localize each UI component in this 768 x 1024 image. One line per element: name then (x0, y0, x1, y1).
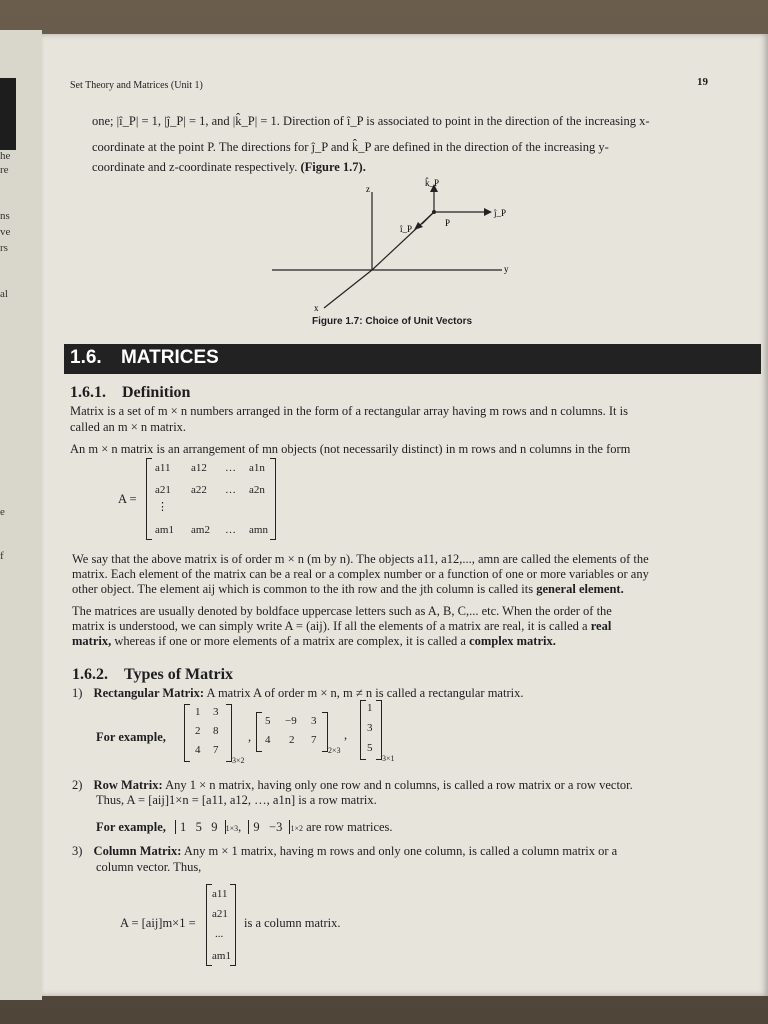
point-p (432, 210, 436, 214)
book-page (42, 34, 768, 996)
row-definition: Thus, A = [aij]1×n = [a11, a12, …, a1n] is a row matrix. (96, 793, 377, 807)
def-para3-line3: other object. The element aij which is common to the ith row and the jth column is called its general element. (72, 582, 624, 596)
def-para3-line1: We say that the above matrix is of order m × n (m by n). The objects a11, a12,..., amn are called the elements of the (72, 552, 649, 566)
black-tab (0, 78, 16, 150)
column-line2: column vector. Thus, (96, 860, 202, 874)
left-fragment: re (0, 164, 9, 176)
complex-matrix-term: complex matrix. (469, 634, 556, 648)
def-para1-line1: Matrix is a set of m × n numbers arranged in the form of a rectangular array having m rows and n columns. It is (70, 404, 628, 418)
j-arrowhead (484, 208, 492, 216)
type-row: 2) Row Matrix: Any 1 × n matrix, having only one row and n columns, is called a row matrix or a row vector. (72, 778, 633, 792)
general-element-term: general element. (536, 582, 624, 596)
k-label: k̂_P (425, 178, 440, 188)
x-axis (324, 270, 372, 308)
def-para2: An m × n matrix is an arrangement of mn objects (not necessarily distinct) in m rows and n columns in the form (70, 442, 631, 456)
order-2x3: 2×3 (328, 746, 341, 755)
z-label: z (366, 184, 370, 194)
matrix-lhs: A = (118, 492, 137, 506)
p-label: P (445, 218, 451, 228)
def-para4-line1: The matrices are usually denoted by boldface uppercase letters such as A, B, C,... etc. When the order of the (72, 604, 612, 618)
left-fragment: ve (0, 226, 11, 238)
example-matrix-2x3: 5 −9 3 4 2 7 (256, 712, 328, 752)
j-label: ĵ_P (494, 208, 507, 218)
row-example-2: 9 −3 (248, 820, 290, 834)
unit-vectors-figure (262, 178, 562, 314)
left-fragment: ns (0, 210, 10, 222)
i-vector (422, 212, 434, 224)
intro-line-2: coordinate at the point P. The directions for ĵ_P and k̂_P are defined in the direction of the increasing y- (92, 140, 609, 154)
section-title: 1.6. MATRICES (70, 347, 219, 368)
left-fragment: e (0, 506, 5, 518)
general-matrix: a11 a12 … a1n a21 a22 … a2n ⋮ am1 am2 … amn (146, 458, 276, 540)
def-para1-line2: called an m × n matrix. (70, 420, 187, 434)
y-label: y (504, 264, 509, 274)
example-matrix-3x2: 1 3 2 8 4 7 (184, 704, 232, 762)
left-fragment: he (0, 150, 11, 162)
example-matrix-3x1: 1 3 5 (360, 700, 382, 760)
def-para3-line2: matrix. Each element of the matrix can be a real or a complex number or a function of one or more variables or any (72, 567, 649, 581)
adjacent-page-edge (0, 30, 42, 1000)
left-fragment: f (0, 550, 4, 562)
type-column: 3) Column Matrix: Any m × 1 matrix, having m rows and only one column, is called a column matrix or a (72, 844, 618, 858)
page-number: 19 (697, 76, 708, 88)
row-example-1: 1 5 9 (175, 820, 226, 834)
real-matrix-term: matrix, (72, 634, 112, 648)
example-label: For example, (96, 730, 166, 744)
x-label: x (314, 303, 319, 313)
column-matrix: a11 a21 ... am1 (206, 884, 236, 966)
intro-line-1: one; |î_P| = 1, |ĵ_P| = 1, and |k̂_P| = 1. Direction of î_P is associated to point in the direction of the increasing x- (92, 114, 650, 128)
types-heading: 1.6.2. Types of Matrix (72, 666, 234, 683)
def-para4-line3: matrix, whereas if one or more elements of a matrix are complex, it is called a complex matrix. (72, 634, 556, 648)
unit-norms: |î_P| = 1, |ĵ_P| = 1, and |k̂_P| = 1. (116, 114, 280, 128)
comma: , (344, 728, 348, 742)
order-3x1: 3×1 (382, 754, 395, 763)
column-suffix: is a column matrix. (244, 916, 341, 930)
def-para4-line2: matrix is understood, we can simply write A = (aij). If all the elements of a matrix are real, it is called a real (72, 619, 612, 633)
type-rectangular: 1) Rectangular Matrix: A matrix A of order m × n, m ≠ n is called a rectangular matrix. (72, 686, 524, 700)
i-label: î_P (400, 224, 413, 234)
figure-caption: Figure 1.7: Choice of Unit Vectors (312, 316, 473, 327)
definition-heading: 1.6.1. Definition (70, 384, 191, 401)
order-3x2: 3×2 (232, 756, 245, 765)
column-lhs: A = [aij]m×1 = (120, 916, 196, 930)
comma: , (248, 730, 252, 744)
left-fragment: al (0, 288, 8, 300)
figure-reference: (Figure 1.7). (300, 160, 366, 174)
real-term: real (590, 619, 612, 633)
running-head: Set Theory and Matrices (Unit 1) (70, 80, 203, 91)
intro-line-3: coordinate and z-coordinate respectively. (Figure 1.7). (92, 160, 366, 174)
row-examples-line: For example, 1 5 9 1×3, 9 −3 1×2 are row matrices. (96, 820, 393, 834)
left-fragment: rs (0, 242, 8, 254)
